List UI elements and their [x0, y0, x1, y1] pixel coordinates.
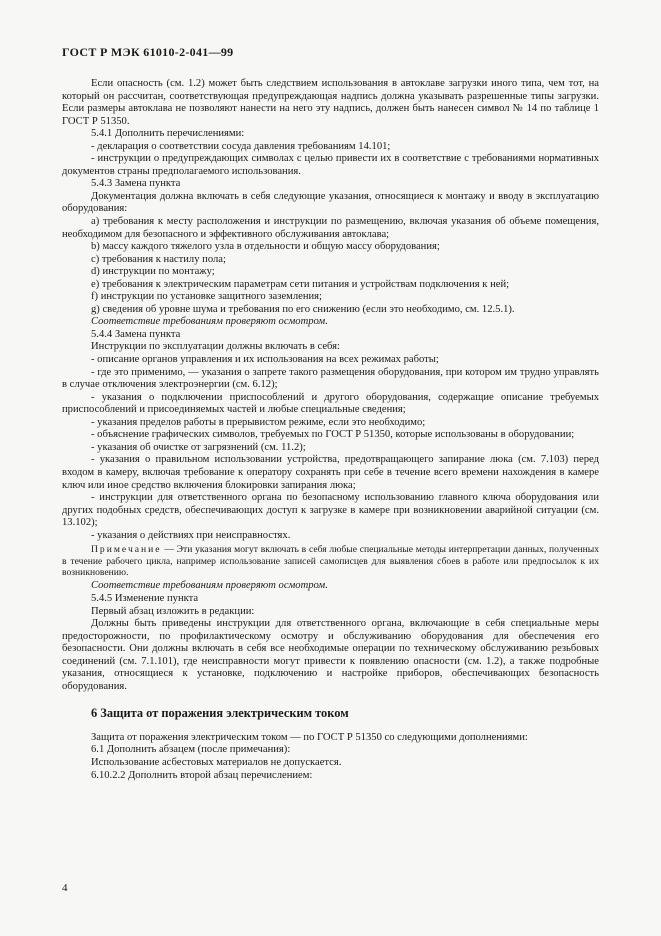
- clause-heading: 6.10.2.2 Дополнить второй абзац перечислением:: [91, 769, 313, 781]
- list-item: - декларация о соответствии сосуда давления требованиям 14.101;: [91, 140, 391, 152]
- list-item: f) инструкции по установке защитного заземления;: [91, 291, 322, 303]
- list-item: - указания о подключении приспособлений и другого оборудования, содержащие описание требуемых приспособлений и присоединяемых частей и любые специальные сведения;: [62, 391, 599, 416]
- document-header: ГОСТ Р МЭК 61010-2-041—99: [62, 45, 234, 59]
- list-item: c) требования к настилу пола;: [91, 253, 226, 265]
- list-item: - указания о правильном использовании устройства, предотвращающего запирание люка (см. 7.103) перед входом в камеру, включая требование к оператору сохранять при себе в течение всего времени нахождения в камере ключ или иное средство включения блокировки запирания люка;: [62, 454, 599, 491]
- list-item: - инструкции для ответственного органа по безопасному использованию главного ключа оборудования или других подобных средств, обеспечивающих доступ к загрузке в камере при возникновении аварийной ситуации (см. 13.102);: [62, 492, 599, 529]
- paragraph: Инструкции по эксплуатации должны включать в себя:: [91, 341, 340, 353]
- paragraph: Должны быть приведены инструкции для ответственного органа, включающие в себя специальные меры предосторожности, по профилактическому осмотру и обслуживанию оборудования для обеспечения его безопасности. Они должны включать в себя все необходимые операции по техническому обслуживанию резьбовых соединений (см. 7.1.101), где неисправности могут привести к появлению опасности (см. 1.2), а также подробные указания, относящиеся к установке, подключению и настройке приборов, обеспечивающих безопасность оборудования.: [62, 618, 599, 692]
- page-number: 4: [62, 882, 68, 894]
- list-item: - указания об очистке от загрязнений (см. 11.2);: [91, 441, 306, 453]
- note-text: — Эти указания могут включать в себя любые специальные методы интерпретации данных, полученных в течение рабочего цикла, например использование записей самописцев для выявления сбоев в работе или предпосылок к их возникновению.: [62, 544, 599, 579]
- clause-heading: 5.4.4 Замена пункта: [91, 328, 181, 340]
- clause-heading: 5.4.5 Изменение пункта: [91, 593, 199, 604]
- paragraph: Использование асбестовых материалов не допускается.: [91, 757, 342, 769]
- document-body: [62, 78, 599, 782]
- clause-heading: 5.4.3 Замена пункта: [91, 178, 181, 190]
- note-label: Примечание: [91, 544, 162, 556]
- list-item: - указания о действиях при неисправностях.: [91, 529, 291, 541]
- list-item: d) инструкции по монтажу;: [91, 266, 215, 278]
- section-heading: 6 Защита от поражения электрическим током: [91, 706, 349, 721]
- paragraph: Первый абзац изложить в редакции:: [91, 605, 255, 617]
- list-item: - инструкции о предупреждающих символах с целью привести их в соответствие с требованиями нормативных документов страны предполагаемого использования.: [62, 153, 599, 177]
- list-item: a) требования к месту расположения и инструкции по размещению, включая указания об объеме помещения, необходимом для безопасного и эффективного обслуживания автоклава;: [62, 216, 599, 240]
- paragraph: Документация должна включать в себя следующие указания, относящиеся к монтажу и вводу в эксплуатацию оборудования:: [62, 190, 599, 215]
- list-item: - объяснение графических символов, требуемых по ГОСТ Р 51350, которые использованы в оборудовании;: [91, 429, 575, 441]
- list-item: e) требования к электрическим параметрам сети питания и устройствам подключения к ней;: [91, 278, 510, 290]
- list-item: - где это применимо, — указания о запрете такого размещения оборудования, при котором им трудно управлять в случае отключения электроэнергии (см. 6.12);: [62, 366, 599, 391]
- list-item: g) сведения об уровне шума и требования по его снижению (если это необходимо, см. 12.5.1).: [91, 303, 515, 315]
- list-item: b) массу каждого тяжелого узла в отдельности и общую массу оборудования;: [91, 241, 440, 253]
- paragraph: Если опасность (см. 1.2) может быть следствием использования в автоклаве загрузки иного типа, чем тот, на который он рассчитан, соответствующая предупреждающая надпись должна указывать разрешенные типы загрузки. Если размеры автоклава не позволяют нанести на него эту надпись, должен быть нанесен символ № 14 по таблице 1 ГОСТ Р 51350.: [62, 78, 599, 127]
- list-item: - описание органов управления и их использования на всех режимах работы;: [91, 354, 439, 366]
- compliance-statement: Соответствие требованиям проверяют осмотром.: [91, 316, 328, 328]
- compliance-statement: Соответствие требованиям проверяют осмотром.: [91, 580, 328, 592]
- list-item: - указания пределов работы в прерывистом режиме, если это необходимо;: [91, 416, 426, 428]
- paragraph: Защита от поражения электрическим током — по ГОСТ Р 51350 со следующими дополнениями:: [91, 731, 528, 743]
- note: [62, 544, 599, 578]
- clause-heading: 5.4.1 Дополнить перечислениями:: [91, 128, 245, 140]
- clause-heading: 6.1 Дополнить абзацем (после примечания):: [91, 744, 291, 756]
